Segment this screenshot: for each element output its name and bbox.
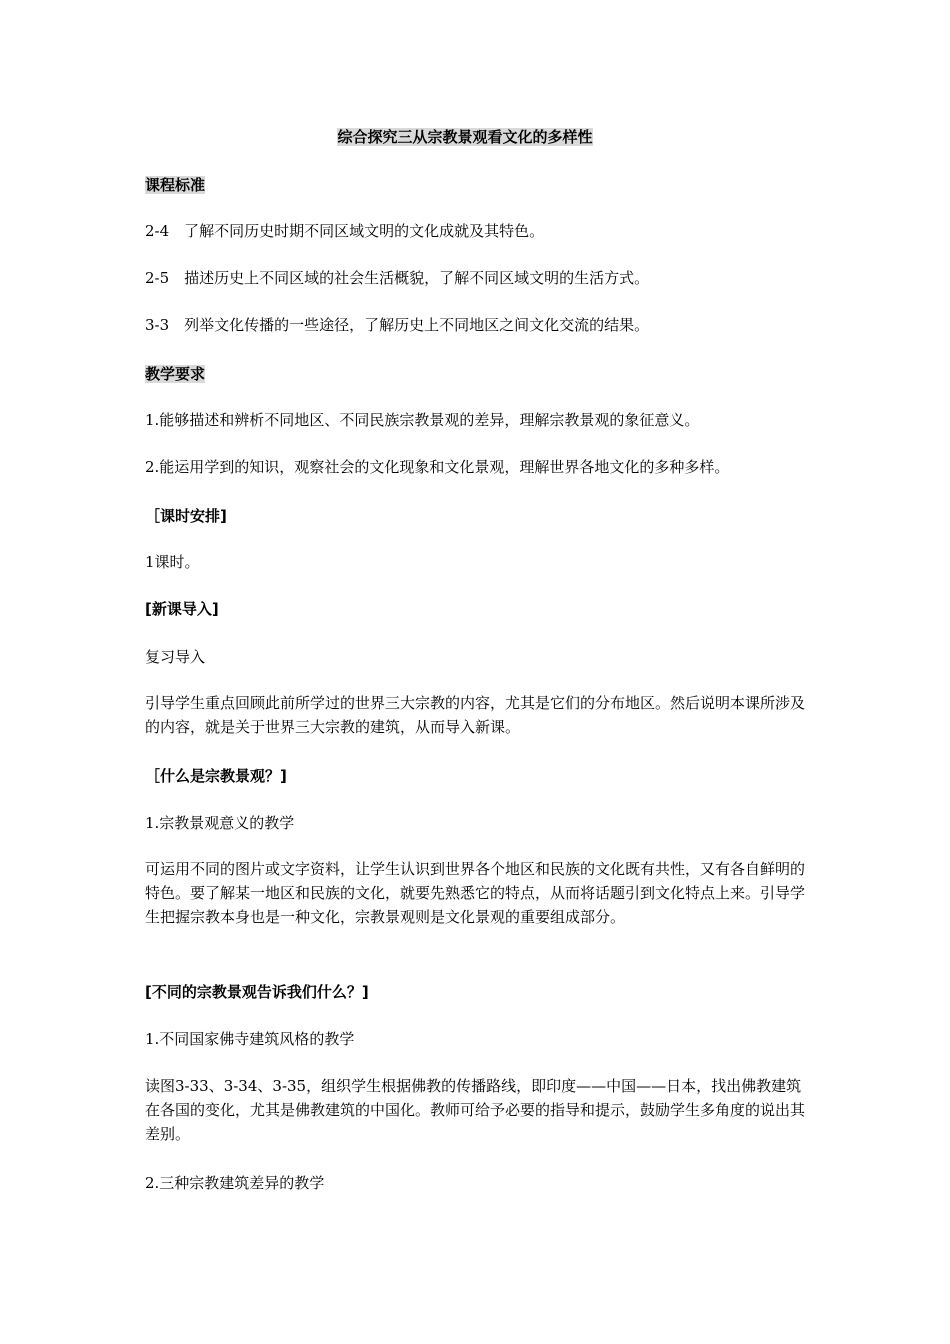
what-is-subheading: 1.宗教景观意义的教学 (145, 814, 295, 832)
requirement-item-2: 2.能运用学到的知识，观察社会的文化现象和文化景观，理解世界各地文化的多种多样。 (145, 458, 730, 476)
introduction-subheading: 复习导入 (145, 648, 206, 666)
three-religions-subheading: 2.三种宗教建筑差异的教学 (145, 1174, 325, 1192)
heading-introduction: [新课导入] (145, 600, 219, 618)
standard-item-2-5: 2-5 描述历史上不同区域的社会生活概貌，了解不同区域文明的生活方式。 (145, 269, 650, 287)
buddhist-temple-text: 读图3-33、3-34、3-35，组织学生根据佛教的传播路线，即印度——中国——日本，找出佛教建筑在各国的变化，尤其是佛教建筑的中国化。教师可给予必要的指导和提示，鼓励学生多角度的说出其差别。 (145, 1077, 806, 1143)
heading-what-is-religious-landscape: ［什么是宗教景观？] (145, 767, 287, 785)
buddhist-temple-subheading: 1.不同国家佛寺建筑风格的教学 (145, 1030, 355, 1048)
heading-schedule: ［课时安排] (145, 507, 227, 525)
heading-what-landscapes-tell: [不同的宗教景观告诉我们什么？] (145, 983, 369, 1001)
requirement-item-1: 1.能够描述和辨析不同地区、不同民族宗教景观的差异，理解宗教景观的象征意义。 (145, 411, 700, 429)
document-title: 综合探究三从宗教景观看文化的多样性 (337, 128, 593, 146)
heading-teaching-requirements: 教学要求 (145, 365, 206, 383)
what-is-text: 可运用不同的图片或文字资料，让学生认识到世界各个地区和民族的文化既有共性，又有各自鲜明的特色。要了解某一地区和民族的文化，就要先熟悉它的特点，从而将话题引到文化特点上来。引导学生把握宗教本身也是一种文化，宗教景观则是文化景观的重要组成部分。 (145, 860, 806, 926)
standard-item-2-4: 2-4 了解不同历史时期不同区域文明的文化成就及其特色。 (145, 222, 545, 240)
schedule-text: 1课时。 (145, 553, 200, 571)
heading-curriculum-standard: 课程标准 (145, 176, 206, 194)
introduction-text: 引导学生重点回顾此前所学过的世界三大宗教的内容，尤其是它们的分布地区。然后说明本课所涉及的内容，就是关于世界三大宗教的建筑，从而导入新课。 (145, 694, 806, 736)
standard-item-3-3: 3-3 列举文化传播的一些途径，了解历史上不同地区之间文化交流的结果。 (145, 316, 650, 334)
